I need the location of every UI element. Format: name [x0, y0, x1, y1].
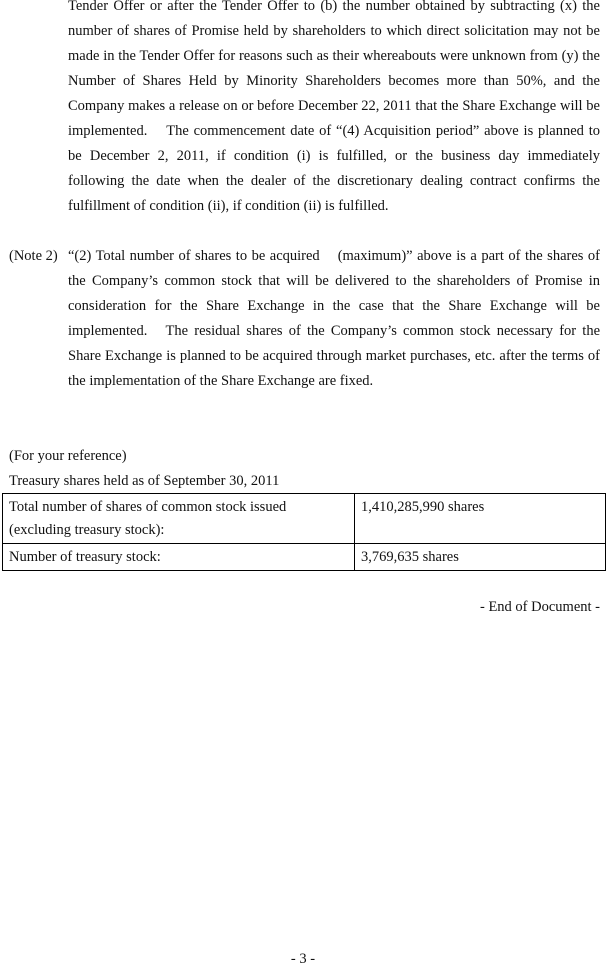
table-row — [3, 544, 606, 571]
note-2-text: “(2) Total number of shares to be acquired (maximum)” above is a part of the shares of the Company’s common stock that will be delivered to the shareholders of Promise in consideration for the Share Exchange in the case that the Share Exchange will be implemented. The residual shares of the Company’s common stock necessary for the Share Exchange is planned to be acquired through market purchases, etc. after the terms of the implementation of the Share Exchange are fixed. — [68, 248, 600, 389]
reference-heading: (For your reference) — [9, 448, 127, 464]
row-value-cell: 3,769,635 shares — [355, 544, 606, 571]
row-label-cell: Number of treasury stock: — [3, 544, 355, 571]
row-label-line: (excluding treasury stock): — [9, 522, 165, 538]
page-number: - 3 - — [290, 951, 316, 967]
treasury-shares-table — [2, 493, 606, 571]
row-value-cell: 1,410,285,990 shares — [355, 494, 606, 544]
treasury-shares-heading: Treasury shares held as of September 30, 2011 — [9, 473, 280, 489]
note-2-label: (Note 2) — [9, 248, 58, 264]
end-of-document: - End of Document - — [480, 599, 600, 615]
row-label-line: Total number of shares of common stock issued — [9, 499, 287, 515]
row-label-cell — [3, 494, 355, 544]
table-row — [3, 494, 606, 544]
note-1-continuation: Tender Offer or after the Tender Offer to (b) the number obtained by subtracting (x) the number of shares of Promise held by shareholders to which direct solicitation may not be made in the Tender Offer for reasons such as their whereabouts were unknown from (y) the Number of Shares Held by Minority Shareholders becomes more than 50%, and the Company makes a release on or before December 22, 2011 that the Share Exchange will be implemented. The commencement date of “(4) Acquisition period” above is planned to be December 2, 2011, if condition (i) is fulfilled, or the business day immediately following the date when the dealer of the discretionary dealing contract confirms the fulfillment of condition (ii), if condition (ii) is fulfilled. — [68, 0, 600, 214]
